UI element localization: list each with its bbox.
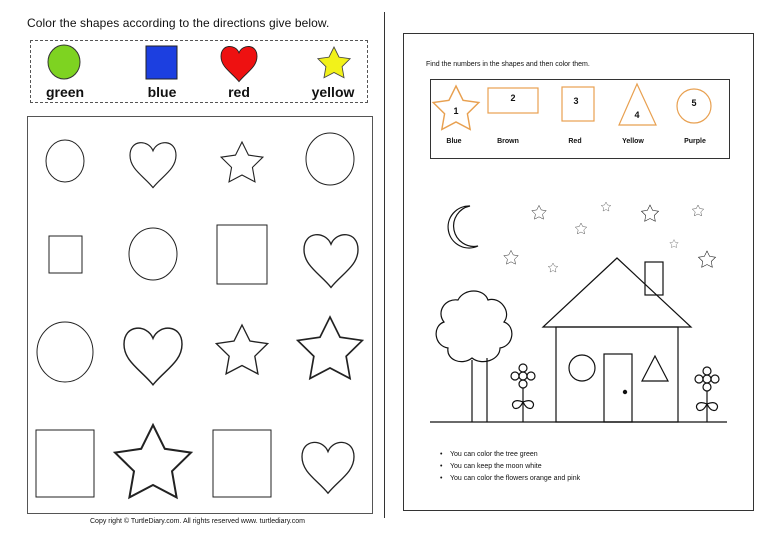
circle-shape (46, 140, 84, 182)
numbered-circle-shape (677, 89, 711, 123)
house-body (556, 327, 678, 422)
star-icon (548, 263, 558, 272)
legend-label-yellow: yellow (311, 84, 355, 100)
tree-icon (436, 291, 512, 362)
legend-square-icon (146, 46, 177, 79)
heart-shape (124, 328, 182, 385)
legend-label-blue: blue (147, 84, 177, 100)
copyright-footer: Copy right © TurtleDiary.com. All rights reserved www. turtlediary.com (90, 518, 305, 525)
square-shape (213, 430, 271, 497)
star-icon (601, 202, 611, 211)
color-label-5: Purple (684, 138, 706, 145)
shape-number-1: 1 (453, 106, 459, 116)
numbered-triangle-shape (619, 84, 656, 125)
numbered-rectangle-shape (488, 88, 538, 113)
star-shape (298, 317, 363, 379)
star-icon (641, 205, 658, 221)
star-icon (692, 205, 703, 216)
square-shape (36, 430, 94, 497)
shape-number-2: 2 (510, 93, 516, 103)
star-shape (216, 325, 267, 374)
legend-circle-icon (48, 45, 80, 79)
star-icon (532, 205, 546, 219)
color-label-4: Yellow (622, 138, 644, 145)
moon-icon (448, 206, 478, 248)
legend-star-icon (318, 47, 350, 78)
legend-shapes (48, 45, 350, 82)
color-label-2: Brown (497, 138, 519, 145)
note-item: • You can color the flowers orange and pink (440, 473, 580, 485)
house-roof (543, 258, 691, 327)
star-icon (575, 223, 586, 234)
color-label-3: Red (568, 138, 582, 145)
star-shape (115, 425, 191, 497)
circle-shape (306, 133, 354, 185)
note-item: • You can keep the moon white (440, 461, 580, 473)
star-shape (221, 142, 263, 182)
house-scene (430, 202, 727, 422)
legend-heart-icon (221, 46, 257, 81)
legend-label-green: green (45, 84, 85, 100)
heart-shape (302, 442, 354, 493)
shape-number-4: 4 (634, 110, 640, 120)
shape-number-3: 3 (573, 96, 579, 106)
left-instruction: Color the shapes according to the directions give below. (27, 16, 330, 30)
left-grid-shapes (36, 133, 362, 497)
color-label-1: Blue (446, 138, 462, 145)
flower-icon (695, 367, 719, 422)
house-door (604, 354, 632, 422)
star-icon (670, 240, 678, 248)
star-icon (698, 251, 715, 267)
legend-label-red: red (228, 84, 250, 100)
star-icon (504, 250, 518, 264)
chimney (645, 262, 663, 295)
square-shape (217, 225, 267, 284)
flower-icon (511, 364, 535, 422)
house-triangle-window (642, 356, 668, 381)
numbered-shapes (433, 84, 711, 129)
circle-shape (37, 322, 93, 382)
numbered-star-shape (433, 86, 479, 129)
right-instruction: Find the numbers in the shapes and then color them. (426, 61, 590, 68)
heart-shape (130, 143, 176, 188)
shape-number-5: 5 (691, 98, 697, 108)
heart-shape (304, 235, 358, 288)
note-item: • You can color the tree green (440, 449, 580, 461)
circle-shape (129, 228, 177, 280)
numbered-square-shape (562, 87, 594, 121)
house-window (569, 355, 595, 381)
square-shape (49, 236, 82, 273)
